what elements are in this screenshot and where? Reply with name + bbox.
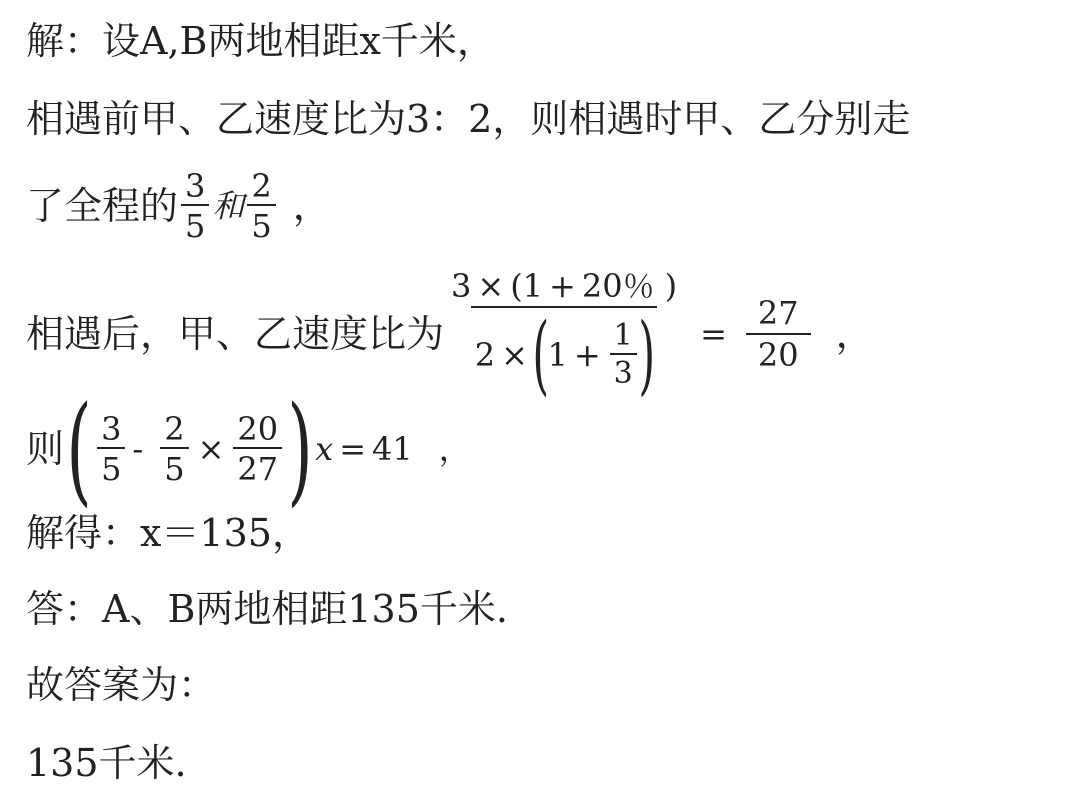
speed-ratio-line [26, 97, 1081, 141]
answer-text: 答：A、B两地相距135千米. [26, 587, 508, 631]
fraction-two-fifths [160, 410, 188, 488]
final-answer-line [26, 741, 1081, 785]
ratio-big-fraction [447, 267, 681, 405]
after-suffix: ， [835, 312, 874, 356]
fraction-denominator: 3 [610, 353, 637, 389]
open-paren: ( [510, 267, 523, 305]
final-answer-label-line [26, 663, 1081, 707]
and-word: 和 [212, 187, 245, 225]
answer-line [26, 587, 1081, 631]
fraction-numerator: 3 [101, 410, 122, 448]
then-word: 则 [26, 427, 65, 471]
plus-sign: + [549, 267, 576, 305]
after-prefix: 相遇后，甲、乙速度比为 [26, 312, 445, 356]
final-answer-value: 135千米. [26, 741, 187, 785]
fraction-denominator: 5 [247, 204, 275, 242]
times-sign: × [501, 336, 528, 374]
after-meeting-ratio-line [26, 267, 1081, 405]
equation-line [26, 380, 1081, 518]
equation-value: 41 [372, 430, 413, 468]
left-paren: ( [532, 305, 550, 405]
fraction-numerator: 20 [237, 410, 279, 448]
ratio-numerator [447, 267, 681, 306]
percent-value: 20％ [581, 267, 655, 305]
right-paren: ) [638, 305, 655, 405]
num-three: 3 [451, 267, 472, 305]
solve-line [26, 511, 1081, 555]
share-suffix: ， [292, 184, 331, 228]
distance-share-line [26, 167, 1081, 245]
fraction-numerator: 2 [251, 167, 272, 205]
fraction-denominator: 20 [746, 333, 811, 371]
equals-sign: = [339, 430, 367, 468]
fraction-numerator: 27 [757, 294, 799, 332]
minus-sign: - [132, 430, 144, 468]
final-answer-label: 故答案为： [26, 663, 217, 707]
solve-text: 解得：x＝135， [26, 511, 310, 555]
times-sign: × [197, 430, 225, 468]
fraction-denominator: 5 [181, 204, 209, 242]
equation-suffix: ， [438, 430, 471, 468]
den-two: 2 [474, 336, 496, 374]
fraction-numerator: 1 [613, 318, 633, 353]
one-third-fraction [610, 318, 637, 391]
equals-sign: = [700, 315, 727, 353]
fraction-denominator: 5 [97, 447, 125, 485]
fraction-twenty-over-twentyseven [233, 410, 282, 488]
fraction-numerator: 3 [185, 167, 206, 205]
intro-text: 解：设A,B两地相距x千米， [26, 19, 495, 63]
times-sign: × [477, 267, 505, 305]
result-fraction [746, 294, 811, 374]
fraction-three-fifths [97, 410, 125, 488]
share-prefix: 了全程的 [26, 184, 179, 228]
fraction-three-fifths [181, 167, 209, 245]
close-paren: ) [664, 267, 678, 305]
speed-ratio-text: 相遇前甲、乙速度比为3：2，则相遇时甲、乙分别走 [26, 97, 911, 141]
ratio-denominator [471, 305, 658, 405]
fraction-denominator: 5 [160, 447, 188, 485]
fraction-two-fifths [247, 167, 275, 245]
fraction-denominator: 27 [233, 447, 282, 485]
solution-intro-line [26, 19, 1081, 63]
den-one: 1 [547, 336, 568, 374]
fraction-numerator: 2 [164, 410, 185, 448]
variable-x: x [315, 430, 334, 468]
right-paren: ) [287, 380, 313, 518]
num-one: 1 [522, 267, 544, 305]
plus-sign: + [573, 336, 601, 374]
left-paren: ( [66, 380, 92, 518]
